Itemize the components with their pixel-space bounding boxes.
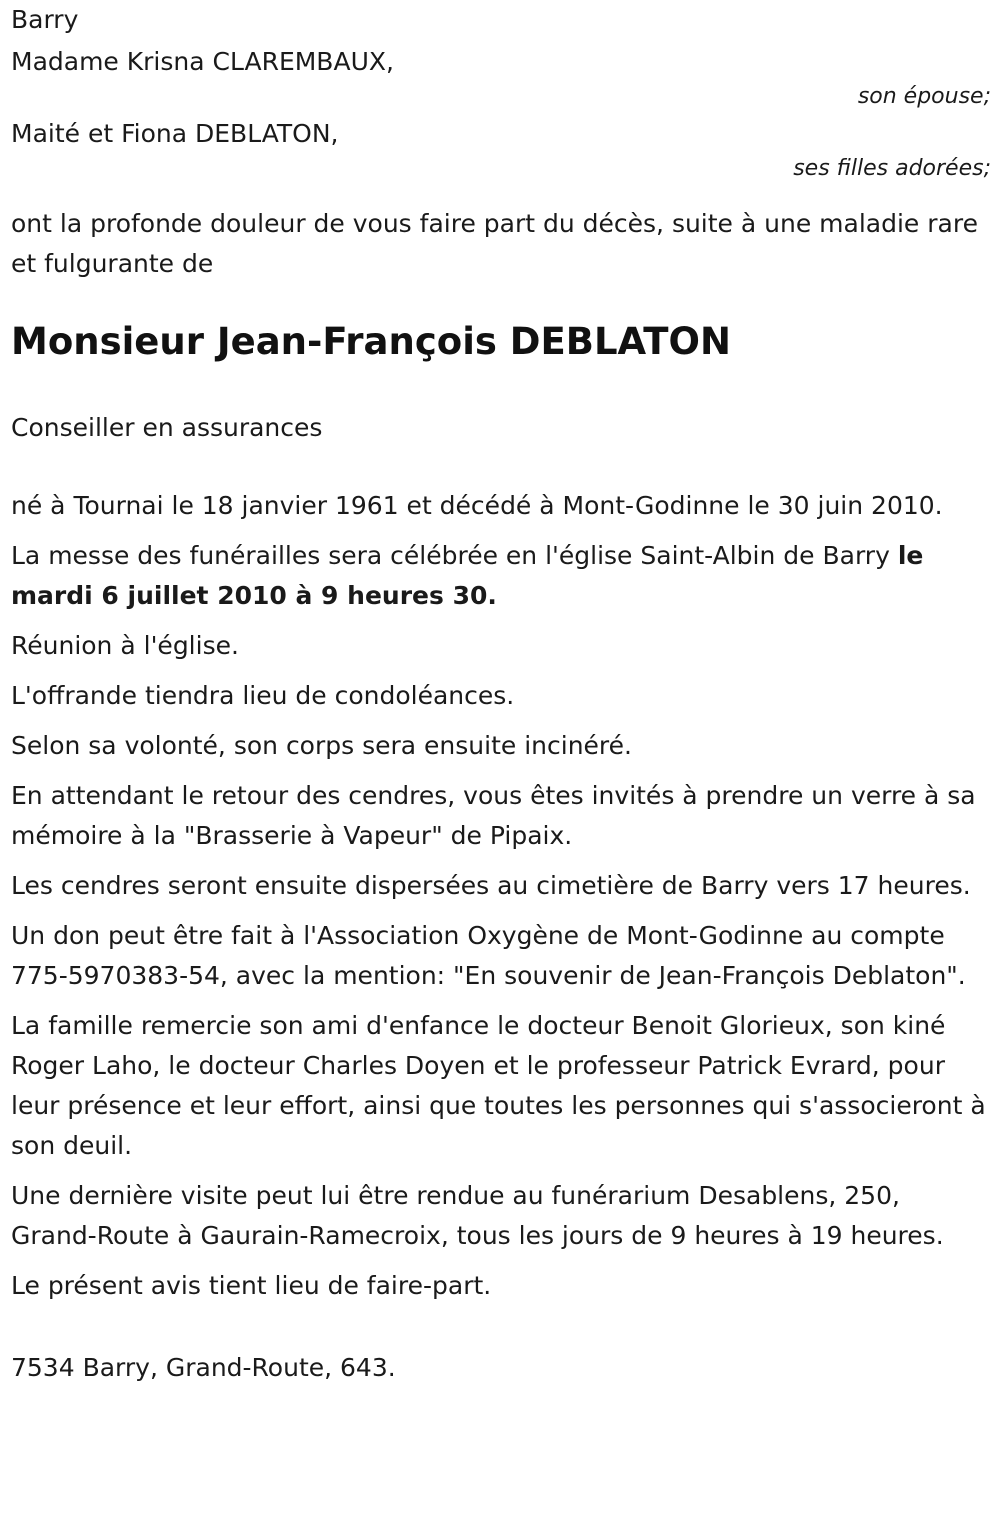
funeral-mass-text: [11, 536, 991, 616]
place-name: Barry: [11, 5, 79, 34]
relative-name: Maité et Fiona DEBLATON,: [11, 119, 339, 148]
relative-role: son épouse;: [857, 84, 991, 109]
family-address: 7534 Barry, Grand-Route, 643.: [11, 1353, 396, 1382]
relative-role: ses filles adorées;: [793, 156, 991, 181]
waiting-text: En attendant le retour des cendres, vous êtes invités à prendre un verre à sa mémoire à la "Brasserie à Vapeur" de Pipaix.: [11, 781, 976, 850]
relative-entry-daughters: [11, 114, 991, 184]
announcement-text: ont la profonde douleur de vous faire part du décès, suite à une maladie rare et fulgurante de: [11, 209, 978, 278]
relative-name: Madame Krisna CLAREMBAUX,: [11, 47, 394, 76]
obituary-notice: [11, 0, 991, 1388]
deceased-name: Monsieur Jean-François DEBLATON: [11, 320, 731, 363]
relative-entry-spouse: [11, 42, 991, 112]
thanks-text: La famille remercie son ami d'enfance le docteur Benoit Glorieux, son kiné Roger Laho, le docteur Charles Doyen et le professeur Patrick Evrard, pour leur présence et leur effort, ainsi que toutes les personnes qui s'associeront à son deuil.: [11, 1011, 986, 1160]
deceased-profession: Conseiller en assurances: [11, 413, 323, 442]
funeral-mass-intro: La messe des funérailles sera célébrée en l'église Saint-Albin de Barry: [11, 541, 898, 570]
gathering-text: Réunion à l'église.: [11, 631, 239, 660]
visit-text: Une dernière visite peut lui être rendue au funérarium Desablens, 250, Grand-Route à Gaurain-Ramecroix, tous les jours de 9 heures à 19 heures.: [11, 1181, 944, 1250]
cremation-text: Selon sa volonté, son corps sera ensuite incinéré.: [11, 731, 632, 760]
funeral-mass-date: le mardi 6 juillet 2010 à 9 heures 30.: [11, 541, 924, 610]
notice-text: Le présent avis tient lieu de faire-part.: [11, 1271, 492, 1300]
birth-death-text: né à Tournai le 18 janvier 1961 et décédé à Mont-Godinne le 30 juin 2010.: [11, 491, 943, 520]
offering-text: L'offrande tiendra lieu de condoléances.: [11, 681, 515, 710]
donation-text: Un don peut être fait à l'Association Oxygène de Mont-Godinne au compte 775-5970383-54, avec la mention: "En souvenir de Jean-François Deblaton".: [11, 921, 966, 990]
ashes-text: Les cendres seront ensuite dispersées au cimetière de Barry vers 17 heures.: [11, 871, 971, 900]
